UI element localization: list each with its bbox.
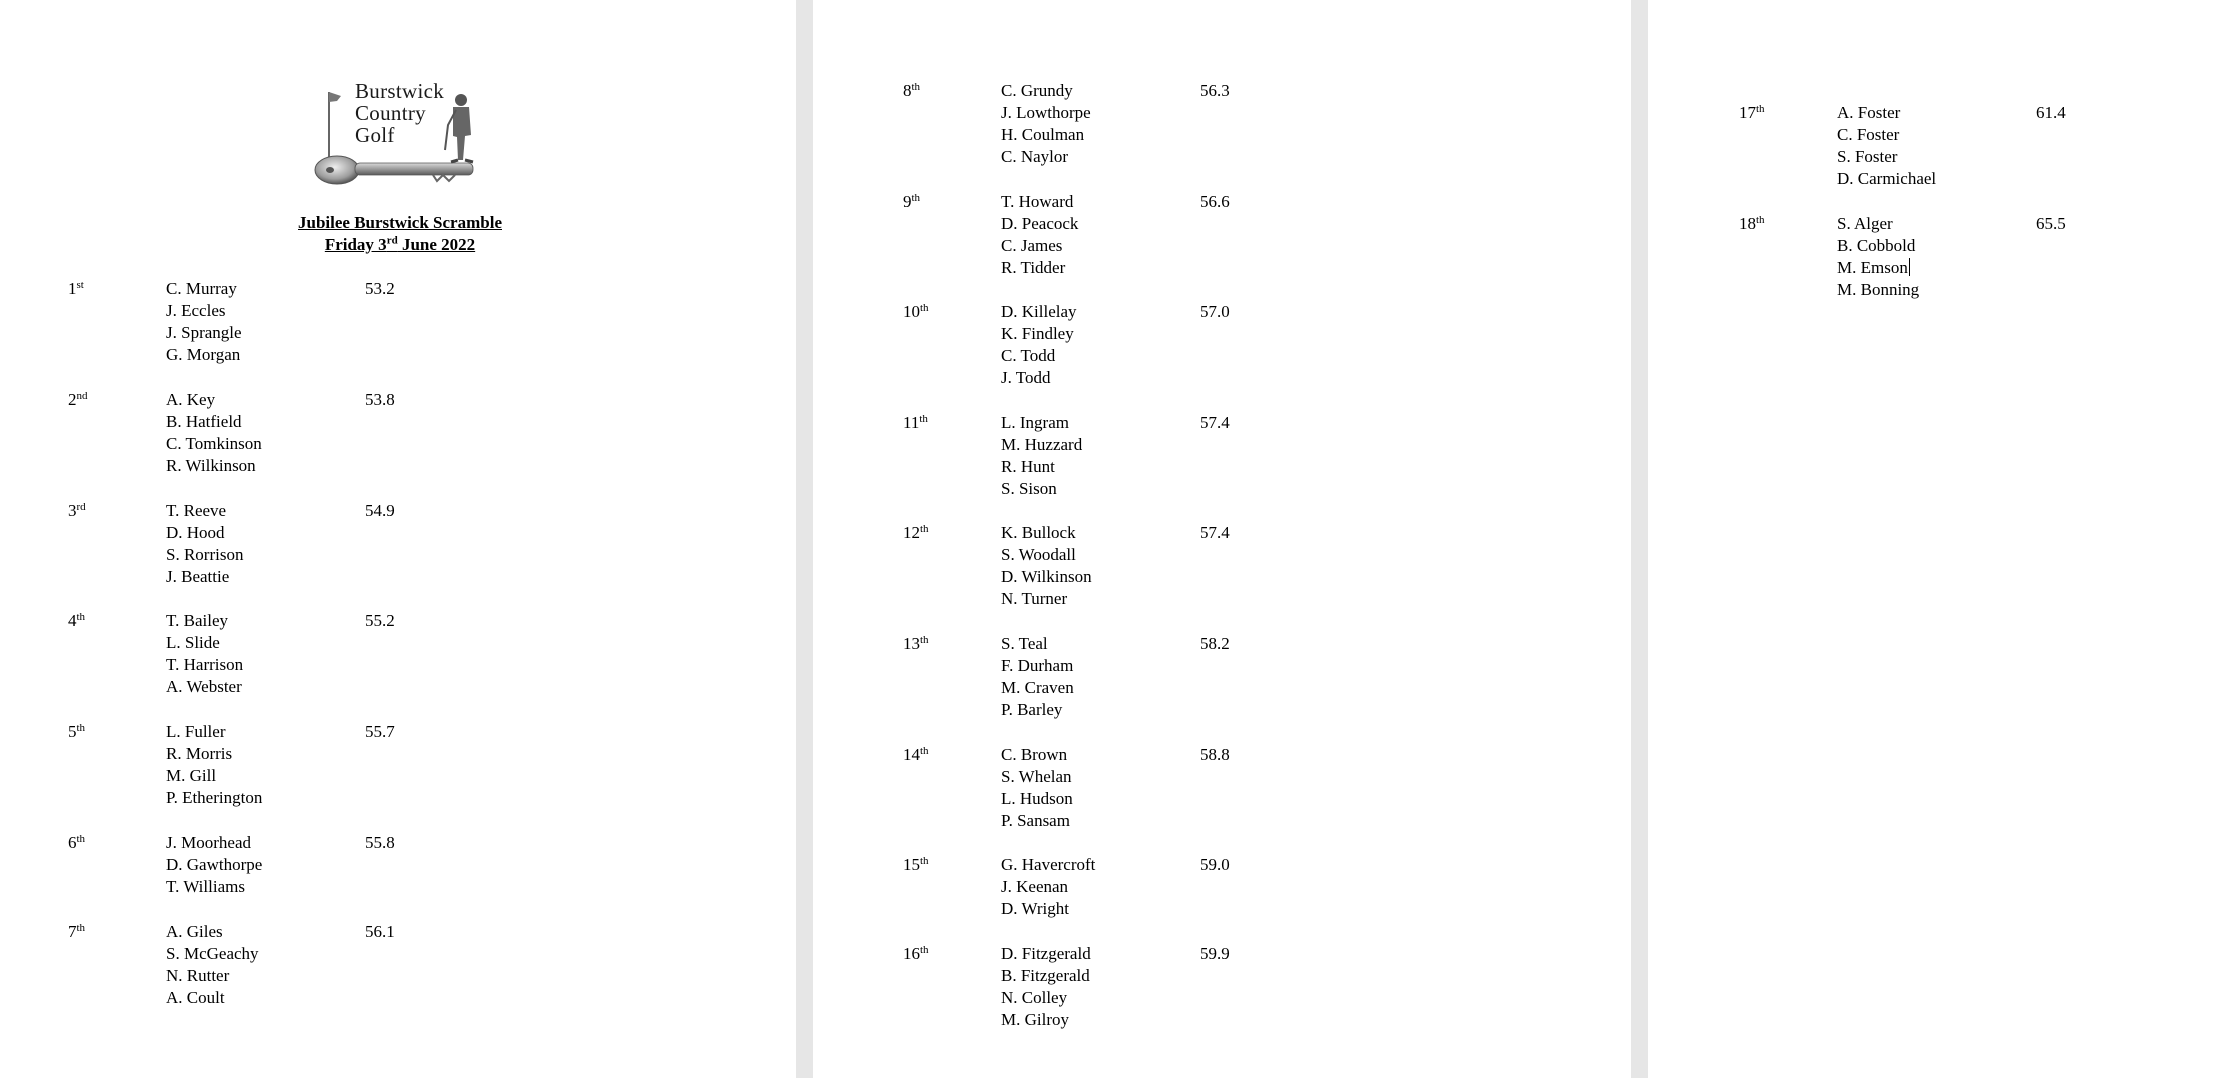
player-name (166, 721, 262, 743)
player-name-text: S. Alger (1837, 214, 1893, 233)
player-name-text: S. Whelan (1001, 767, 1072, 786)
position-label (903, 633, 929, 655)
team-names (166, 389, 262, 477)
player-name (1837, 257, 1919, 279)
position-ordinal: th (920, 634, 929, 646)
player-name-text: J. Keenan (1001, 877, 1069, 896)
team-names (166, 278, 242, 366)
player-name (1001, 434, 1082, 456)
player-name (166, 965, 259, 987)
player-name-text: D. Fitzgerald (1001, 944, 1091, 963)
player-name-text: A. Key (166, 390, 216, 409)
player-name-text: M. Craven (1001, 678, 1074, 697)
player-name (1001, 677, 1074, 699)
position-number: 1 (68, 279, 77, 298)
logo-line-3: Golf (355, 123, 395, 147)
position-ordinal: st (76, 279, 84, 291)
player-name (1001, 699, 1074, 721)
position-number: 4 (68, 611, 77, 630)
player-name (166, 654, 243, 676)
position-label (68, 610, 85, 632)
player-name-text: C. Tomkinson (166, 434, 262, 453)
position-number: 18 (1739, 214, 1756, 233)
position-ordinal: th (920, 944, 929, 956)
player-name (166, 987, 259, 1009)
player-name (1837, 168, 1936, 190)
position-label (903, 854, 929, 876)
player-name (1001, 367, 1077, 389)
player-name-text: S. Sison (1001, 479, 1057, 498)
player-name-text: N. Rutter (166, 966, 230, 985)
position-ordinal: th (911, 192, 921, 204)
player-name-text: S. Foster (1837, 147, 1898, 166)
player-name (166, 566, 243, 588)
club-logo (313, 80, 488, 188)
player-name-text: C. Todd (1001, 346, 1056, 365)
position-number: 10 (903, 302, 920, 321)
team-names (1001, 633, 1074, 721)
player-name-text: C. Murray (166, 279, 237, 298)
player-name (166, 344, 242, 366)
team-score: 56.1 (365, 922, 395, 941)
player-name-text: M. Gill (166, 766, 217, 785)
player-name (1837, 235, 1919, 257)
player-name (166, 632, 243, 654)
team-names (1001, 301, 1077, 389)
team-score: 61.4 (2036, 103, 2066, 122)
team-names (1837, 102, 1936, 190)
player-name (1001, 655, 1074, 677)
player-name-text: T. Bailey (166, 611, 228, 630)
player-name (166, 433, 262, 455)
player-name-text: R. Hunt (1001, 457, 1055, 476)
player-name (1001, 854, 1095, 876)
player-name-text: S. Rorrison (166, 545, 244, 564)
position-number: 16 (903, 944, 920, 963)
position-label (68, 278, 84, 300)
player-name-text: B. Fitzgerald (1001, 966, 1090, 985)
team-score: 56.3 (1200, 81, 1230, 100)
position-label (903, 943, 929, 965)
player-name (1837, 102, 1936, 124)
position-number: 17 (1739, 103, 1756, 122)
player-name-text: N. Colley (1001, 988, 1068, 1007)
player-name-text: F. Durham (1001, 656, 1074, 675)
team-score: 65.5 (2036, 214, 2066, 233)
player-name (1001, 80, 1091, 102)
player-name-text: D. Killelay (1001, 302, 1077, 321)
player-name-text: S. McGeachy (166, 944, 259, 963)
team-score: 57.4 (1200, 413, 1230, 432)
team-names (166, 721, 262, 809)
player-name (166, 544, 243, 566)
player-name (1001, 876, 1095, 898)
player-name (1001, 191, 1078, 213)
position-ordinal: th (1756, 214, 1765, 226)
player-name-text: A. Coult (166, 988, 225, 1007)
player-name (1001, 102, 1091, 124)
player-name (1837, 146, 1936, 168)
player-name (166, 832, 262, 854)
player-name (166, 765, 262, 787)
player-name-text: D. Wilkinson (1001, 567, 1092, 586)
player-name-text: M. Gilroy (1001, 1010, 1069, 1029)
player-name-text: R. Wilkinson (166, 456, 256, 475)
position-ordinal: th (911, 81, 921, 93)
position-number: 8 (903, 81, 912, 100)
position-label (68, 389, 88, 411)
player-name (1837, 124, 1936, 146)
date-suffix: June 2022 (397, 235, 476, 254)
player-name (166, 943, 259, 965)
player-name-text: D. Carmichael (1837, 169, 1937, 188)
document-title: Jubilee Burstwick Scramble (298, 213, 502, 232)
position-ordinal: th (76, 722, 86, 734)
position-number: 15 (903, 855, 920, 874)
position-ordinal: th (920, 745, 929, 757)
logo-wordmark (355, 80, 444, 146)
player-name-text: D. Gawthorpe (166, 855, 263, 874)
player-name-text: B. Hatfield (166, 412, 242, 431)
team-names (1001, 854, 1095, 920)
team-names (1001, 522, 1092, 610)
player-name (166, 300, 242, 322)
player-name (1001, 744, 1073, 766)
player-name (166, 411, 262, 433)
player-name-text: C. James (1001, 236, 1063, 255)
player-name-text: H. Coulman (1001, 125, 1085, 144)
position-label (903, 744, 929, 766)
team-names (166, 610, 243, 698)
player-name (1001, 544, 1092, 566)
team-names (1001, 412, 1082, 500)
player-name-text: B. Cobbold (1837, 236, 1916, 255)
player-name-text: G. Morgan (166, 345, 241, 364)
position-ordinal: rd (76, 501, 86, 513)
position-number: 7 (68, 922, 77, 941)
position-ordinal: th (919, 413, 928, 425)
player-name-text: L. Slide (166, 633, 220, 652)
player-name (1001, 943, 1091, 965)
player-name-text: L. Fuller (166, 722, 226, 741)
team-names (1001, 943, 1091, 1031)
player-name-text: M. Huzzard (1001, 435, 1083, 454)
position-label (903, 80, 920, 102)
position-ordinal: th (76, 833, 86, 845)
player-name-text: J. Lowthorpe (1001, 103, 1091, 122)
position-label (1739, 213, 1765, 235)
position-number: 3 (68, 501, 77, 520)
position-ordinal: th (920, 523, 929, 535)
player-name (166, 787, 262, 809)
player-name (1001, 987, 1091, 1009)
player-name (1001, 412, 1082, 434)
player-name-text: A. Giles (166, 922, 223, 941)
player-name (166, 743, 262, 765)
player-name-text: P. Etherington (166, 788, 263, 807)
player-name (166, 322, 242, 344)
team-score: 55.7 (365, 722, 395, 741)
team-score: 57.0 (1200, 302, 1230, 321)
team-names (166, 500, 243, 588)
position-number: 5 (68, 722, 77, 741)
position-label (68, 832, 85, 854)
document-page-3[interactable] (1648, 0, 2223, 1078)
player-name (166, 876, 262, 898)
player-name (166, 278, 242, 300)
player-name (166, 389, 262, 411)
player-name (166, 500, 243, 522)
team-score: 58.2 (1200, 634, 1230, 653)
position-ordinal: th (1756, 103, 1765, 115)
position-ordinal: th (76, 922, 86, 934)
player-name-text: K. Bullock (1001, 523, 1076, 542)
team-names (166, 832, 262, 898)
player-name-text: J. Beattie (166, 567, 230, 586)
position-ordinal: th (920, 855, 929, 867)
player-name-text: T. Howard (1001, 192, 1074, 211)
player-name (1001, 766, 1073, 788)
team-score: 56.6 (1200, 192, 1230, 211)
player-name-text: C. Brown (1001, 745, 1068, 764)
position-label (903, 522, 929, 544)
team-names (1001, 744, 1073, 832)
player-name-text: S. Woodall (1001, 545, 1076, 564)
team-score: 59.9 (1200, 944, 1230, 963)
position-number: 2 (68, 390, 77, 409)
position-label (903, 301, 929, 323)
team-names (1001, 80, 1091, 168)
player-name-text: S. Teal (1001, 634, 1048, 653)
player-name (1001, 522, 1092, 544)
player-name (1001, 633, 1074, 655)
team-score: 55.8 (365, 833, 395, 852)
player-name (166, 522, 243, 544)
team-score: 58.8 (1200, 745, 1230, 764)
player-name-text: J. Sprangle (166, 323, 242, 342)
date-prefix: Friday 3 (324, 235, 387, 254)
player-name (166, 455, 262, 477)
position-number: 9 (903, 192, 912, 211)
team-names (1001, 191, 1078, 279)
position-label (903, 191, 920, 213)
team-score: 55.2 (365, 611, 395, 630)
position-ordinal: nd (76, 390, 88, 402)
player-name (1001, 788, 1073, 810)
player-name-text: T. Williams (166, 877, 245, 896)
player-name (166, 854, 262, 876)
player-name (1001, 588, 1092, 610)
player-name-text: C. Foster (1837, 125, 1900, 144)
date-ordinal: rd (386, 234, 398, 247)
player-name (1001, 301, 1077, 323)
team-score: 53.8 (365, 390, 395, 409)
player-name-text: C. Naylor (1001, 147, 1069, 166)
player-name (1001, 810, 1073, 832)
player-name-text: J. Moorhead (166, 833, 251, 852)
player-name (1837, 279, 1919, 301)
player-name-text: P. Sansam (1001, 811, 1070, 830)
team-score: 54.9 (365, 501, 395, 520)
document-date (200, 234, 600, 256)
position-number: 13 (903, 634, 920, 653)
player-name-text: K. Findley (1001, 324, 1074, 343)
position-label (68, 921, 85, 943)
position-label (1739, 102, 1765, 124)
player-name-text: T. Harrison (166, 655, 244, 674)
player-name-text: R. Tidder (1001, 258, 1066, 277)
player-name-text: L. Hudson (1001, 789, 1073, 808)
player-name-text: D. Peacock (1001, 214, 1079, 233)
document-page-2[interactable] (813, 0, 1631, 1078)
player-name-text: G. Havercroft (1001, 855, 1096, 874)
player-name (1837, 213, 1919, 235)
player-name-text: N. Turner (1001, 589, 1068, 608)
player-name-text: A. Foster (1837, 103, 1901, 122)
team-score: 57.4 (1200, 523, 1230, 542)
position-label (903, 412, 928, 434)
player-name (1001, 235, 1078, 257)
player-name (1001, 124, 1091, 146)
player-name-text: D. Wright (1001, 899, 1069, 918)
position-ordinal: th (76, 611, 86, 623)
player-name (1001, 257, 1078, 279)
position-number: 6 (68, 833, 77, 852)
team-names (166, 921, 259, 1009)
player-name-text: C. Grundy (1001, 81, 1073, 100)
player-name (1001, 213, 1078, 235)
player-name-text: L. Ingram (1001, 413, 1069, 432)
position-number: 11 (903, 413, 920, 432)
player-name (166, 610, 243, 632)
player-name (1001, 478, 1082, 500)
position-label (68, 721, 85, 743)
player-name (166, 676, 243, 698)
document-page-1[interactable] (0, 0, 796, 1078)
text-cursor (1909, 258, 1910, 276)
team-score: 59.0 (1200, 855, 1230, 874)
team-score: 53.2 (365, 279, 395, 298)
player-name (1001, 898, 1095, 920)
player-name (1001, 456, 1082, 478)
logo-line-1: Burstwick (355, 79, 445, 103)
player-name-text: P. Barley (1001, 700, 1063, 719)
team-names (1837, 213, 1919, 301)
player-name-text: M. Emson (1837, 258, 1908, 277)
logo-line-2: Country (355, 101, 426, 125)
position-number: 14 (903, 745, 920, 764)
position-number: 12 (903, 523, 920, 542)
player-name (1001, 566, 1092, 588)
player-name-text: J. Todd (1001, 368, 1051, 387)
position-label (68, 500, 86, 522)
player-name (1001, 323, 1077, 345)
player-name-text: J. Eccles (166, 301, 226, 320)
player-name-text: A. Webster (166, 677, 242, 696)
player-name-text: M. Bonning (1837, 280, 1920, 299)
position-ordinal: th (920, 302, 929, 314)
player-name-text: T. Reeve (166, 501, 227, 520)
player-name (166, 921, 259, 943)
player-name (1001, 146, 1091, 168)
player-name (1001, 1009, 1091, 1031)
player-name (1001, 965, 1091, 987)
player-name-text: D. Hood (166, 523, 225, 542)
player-name (1001, 345, 1077, 367)
player-name-text: R. Morris (166, 744, 233, 763)
